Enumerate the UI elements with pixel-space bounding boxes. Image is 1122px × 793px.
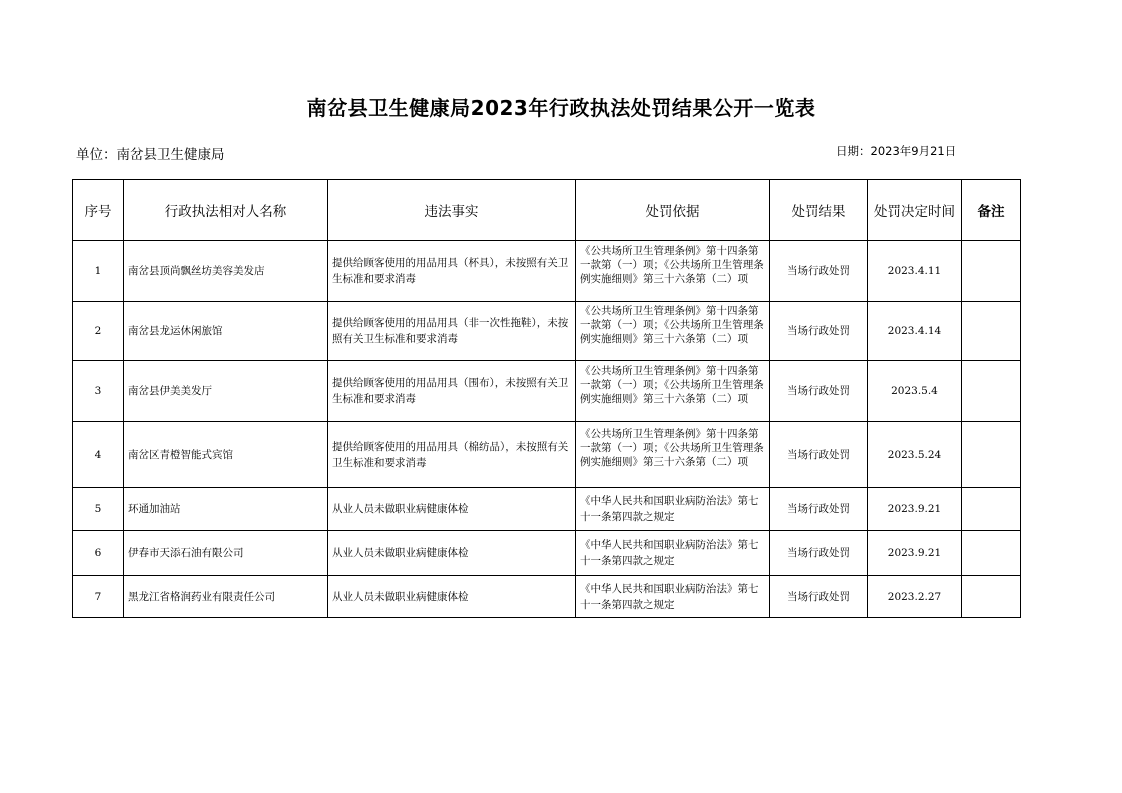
- cell-remark: [962, 361, 1021, 422]
- cell-basis: 《中华人民共和国职业病防治法》第七十一条第四款之规定: [580, 582, 759, 611]
- cell-result: 当场行政处罚: [770, 422, 868, 488]
- penalty-table: [72, 179, 1021, 618]
- cell-time: 2023.2.27: [868, 576, 962, 618]
- header-seq: 序号: [73, 180, 124, 241]
- unit-label: 单位：南岔县卫生健康局: [76, 147, 225, 163]
- header-remark: 备注: [962, 180, 1021, 241]
- table-row: [73, 531, 1021, 576]
- cell-remark: [962, 302, 1021, 361]
- table-header-row: [73, 180, 1021, 241]
- date-label: 日期：2023年9月21日: [836, 144, 957, 158]
- cell-basis: 《公共场所卫生管理条例》第十四条第一款第（一）项；《公共场所卫生管理条例实施细则》第三十六条第（二）项: [580, 244, 764, 285]
- cell-time: 2023.5.4: [868, 361, 962, 422]
- table-row: [73, 422, 1021, 488]
- cell-name: 黑龙江省格润药业有限责任公司: [124, 576, 328, 618]
- cell-basis: 《中华人民共和国职业病防治法》第七十一条第四款之规定: [580, 539, 759, 567]
- cell-remark: [962, 488, 1021, 531]
- header-time: 处罚决定时间: [868, 180, 962, 241]
- cell-seq: 1: [73, 241, 124, 302]
- table-row: [73, 361, 1021, 422]
- cell-remark: [962, 422, 1021, 488]
- cell-fact: 从业人员未做职业病健康体检: [328, 531, 576, 576]
- table-row: [73, 488, 1021, 531]
- cell-basis: 《中华人民共和国职业病防治法》第七十一条第四款之规定: [580, 495, 759, 523]
- cell-result: 当场行政处罚: [770, 531, 868, 576]
- cell-result: 当场行政处罚: [770, 576, 868, 618]
- cell-name: 南岔县顶尚飘丝坊美容美发店: [124, 241, 328, 302]
- table-row: [73, 241, 1021, 302]
- cell-name: 伊春市天添石油有限公司: [124, 531, 328, 576]
- cell-name: 南岔县伊美美发厅: [124, 361, 328, 422]
- table-row: [73, 302, 1021, 361]
- cell-result: 当场行政处罚: [770, 302, 868, 361]
- cell-seq: 7: [73, 576, 124, 618]
- cell-seq: 3: [73, 361, 124, 422]
- cell-fact: 提供给顾客使用的用品用具（围布），未按照有关卫生标准和要求消毒: [328, 361, 576, 422]
- cell-remark: [962, 531, 1021, 576]
- page-title: 南岔县卫生健康局2023年行政执法处罚结果公开一览表: [306, 96, 816, 120]
- cell-result: 当场行政处罚: [770, 361, 868, 422]
- cell-fact: 提供给顾客使用的用品用具（非一次性拖鞋），未按照有关卫生标准和要求消毒: [328, 302, 576, 361]
- header-basis: 处罚依据: [576, 180, 770, 241]
- cell-seq: 5: [73, 488, 124, 531]
- cell-fact: 从业人员未做职业病健康体检: [328, 576, 576, 618]
- cell-seq: 6: [73, 531, 124, 576]
- header-name: 行政执法相对人名称: [124, 180, 328, 241]
- cell-basis: 《公共场所卫生管理条例》第十四条第一款第（一）项；《公共场所卫生管理条例实施细则》第三十六条第（二）项: [580, 364, 764, 405]
- cell-fact: 提供给顾客使用的用品用具（棉纺品），未按照有关卫生标准和要求消毒: [328, 422, 576, 488]
- cell-time: 2023.9.21: [868, 531, 962, 576]
- cell-fact: 从业人员未做职业病健康体检: [328, 488, 576, 531]
- cell-time: 2023.4.14: [868, 302, 962, 361]
- cell-time: 2023.4.11: [868, 241, 962, 302]
- cell-time: 2023.9.21: [868, 488, 962, 531]
- cell-name: 南岔县龙运休闲旅馆: [124, 302, 328, 361]
- cell-name: 环通加油站: [124, 488, 328, 531]
- cell-remark: [962, 241, 1021, 302]
- cell-result: 当场行政处罚: [770, 241, 868, 302]
- cell-remark: [962, 576, 1021, 618]
- cell-basis: 《公共场所卫生管理条例》第十四条第一款第（一）项；《公共场所卫生管理条例实施细则》第三十六条第（二）项: [580, 428, 764, 468]
- cell-basis: 《公共场所卫生管理条例》第十四条第一款第（一）项；《公共场所卫生管理条例实施细则》第三十六条第（二）项: [580, 304, 764, 345]
- cell-seq: 4: [73, 422, 124, 488]
- cell-fact: 提供给顾客使用的用品用具（杯具），未按照有关卫生标准和要求消毒: [328, 241, 576, 302]
- header-fact: 违法事实: [328, 180, 576, 241]
- cell-seq: 2: [73, 302, 124, 361]
- cell-result: 当场行政处罚: [770, 488, 868, 531]
- table-row: [73, 576, 1021, 618]
- cell-time: 2023.5.24: [868, 422, 962, 488]
- cell-name: 南岔区青橙智能式宾馆: [124, 422, 328, 488]
- header-result: 处罚结果: [770, 180, 868, 241]
